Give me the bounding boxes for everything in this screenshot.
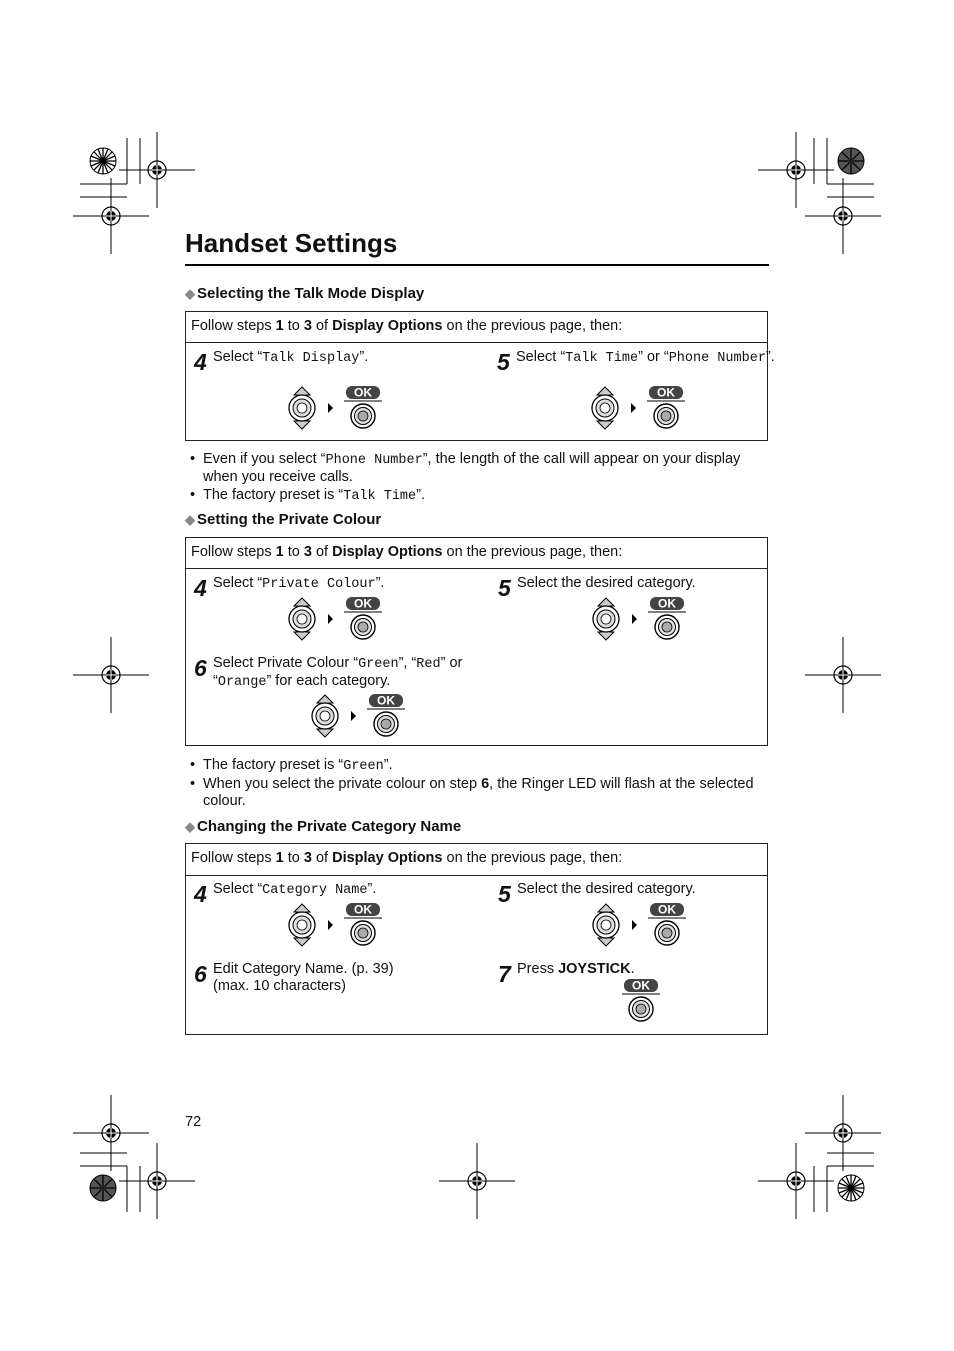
section-heading-text: Setting the Private Colour bbox=[197, 511, 382, 528]
page-number: 72 bbox=[185, 1114, 202, 1130]
joystick-icon bbox=[312, 695, 338, 737]
joystick-ok-icon bbox=[286, 385, 386, 431]
follow-steps-text: Follow steps 1 to 3 of Display Options on the previous page, then: bbox=[186, 312, 767, 343]
joystick-ok-icon bbox=[309, 693, 409, 739]
step-number: 4 bbox=[194, 881, 207, 907]
joystick-icon bbox=[592, 387, 618, 429]
arrow-right-icon bbox=[632, 614, 637, 624]
note-item: • The factory preset is “Talk Time”. bbox=[188, 487, 778, 505]
private-colour-notes bbox=[188, 757, 778, 811]
arrow-right-icon bbox=[351, 711, 356, 721]
step-text: Press JOYSTICK. bbox=[517, 961, 635, 977]
arrow-right-icon bbox=[631, 403, 636, 413]
ok-label: OK bbox=[354, 902, 372, 917]
joystick-icon bbox=[593, 598, 619, 640]
note-item: • Even if you select “Phone Number”, the length of the call will appear on your display when you receive calls. bbox=[188, 451, 778, 486]
private-colour-steps-box bbox=[185, 537, 768, 746]
joystick-ok-icon bbox=[590, 596, 690, 642]
joystick-icon bbox=[289, 598, 315, 640]
step-number: 4 bbox=[194, 349, 207, 375]
step-number: 6 bbox=[194, 961, 207, 987]
ok-label: OK bbox=[657, 385, 675, 400]
joystick-ok-icon bbox=[590, 902, 690, 948]
joystick-icon bbox=[289, 904, 315, 946]
arrow-right-icon bbox=[328, 614, 333, 624]
step-number: 6 bbox=[194, 655, 207, 681]
section-heading-private-colour bbox=[185, 511, 381, 528]
note-item: • When you select the private colour on step 6, the Ringer LED will flash at the selected colour. bbox=[188, 776, 778, 810]
step-text: Select “Talk Display”. bbox=[213, 349, 369, 366]
step-number: 5 bbox=[497, 349, 510, 375]
follow-steps-text: Follow steps 1 to 3 of Display Options on the previous page, then: bbox=[186, 844, 767, 876]
ok-label: OK bbox=[354, 596, 372, 611]
arrow-right-icon bbox=[328, 403, 333, 413]
talk-mode-notes bbox=[188, 451, 778, 506]
step-text: Select Private Colour “Green”, “Red” or “Orange” for each category. bbox=[213, 655, 463, 690]
joystick-icon bbox=[593, 904, 619, 946]
joystick-ok-icon bbox=[589, 385, 689, 431]
follow-steps-text: Follow steps 1 to 3 of Display Options on the previous page, then: bbox=[186, 538, 767, 569]
joystick-ok-icon bbox=[286, 902, 386, 948]
ok-label: OK bbox=[377, 693, 395, 708]
section-heading-talk-mode bbox=[185, 285, 424, 302]
step-text: Select the desired category. bbox=[517, 881, 696, 897]
talk-mode-steps-box bbox=[185, 311, 775, 441]
section-heading-category-name bbox=[185, 818, 461, 835]
arrow-right-icon bbox=[328, 920, 333, 930]
section-heading-text: Changing the Private Category Name bbox=[197, 818, 462, 835]
step-text: Select the desired category. bbox=[517, 575, 696, 591]
title-rule bbox=[185, 264, 769, 266]
diamond-icon: ◆ bbox=[185, 286, 195, 301]
section-heading-text: Selecting the Talk Mode Display bbox=[197, 285, 425, 302]
ok-label: OK bbox=[632, 978, 650, 993]
diamond-icon: ◆ bbox=[185, 819, 195, 834]
ok-label: OK bbox=[658, 902, 676, 917]
joystick-icon bbox=[289, 387, 315, 429]
step-number: 4 bbox=[194, 575, 207, 601]
ok-label: OK bbox=[354, 385, 372, 400]
category-name-steps-box bbox=[185, 843, 768, 1035]
arrow-right-icon bbox=[632, 920, 637, 930]
step-number: 7 bbox=[498, 961, 511, 987]
step-text: Select “Talk Time” or “Phone Number”. bbox=[516, 349, 775, 366]
step-text: Select “Private Colour”. bbox=[213, 575, 385, 592]
step-text: Edit Category Name. (p. 39) (max. 10 characters) bbox=[213, 961, 394, 994]
ok-button-icon bbox=[620, 978, 662, 1024]
diamond-icon: ◆ bbox=[185, 512, 195, 527]
joystick-ok-icon bbox=[286, 596, 386, 642]
ok-label: OK bbox=[658, 596, 676, 611]
note-item: • The factory preset is “Green”. bbox=[188, 757, 778, 775]
step-text: Select “Category Name”. bbox=[213, 881, 377, 898]
step-number: 5 bbox=[498, 575, 511, 601]
page-title: Handset Settings bbox=[185, 228, 398, 258]
step-number: 5 bbox=[498, 881, 511, 907]
